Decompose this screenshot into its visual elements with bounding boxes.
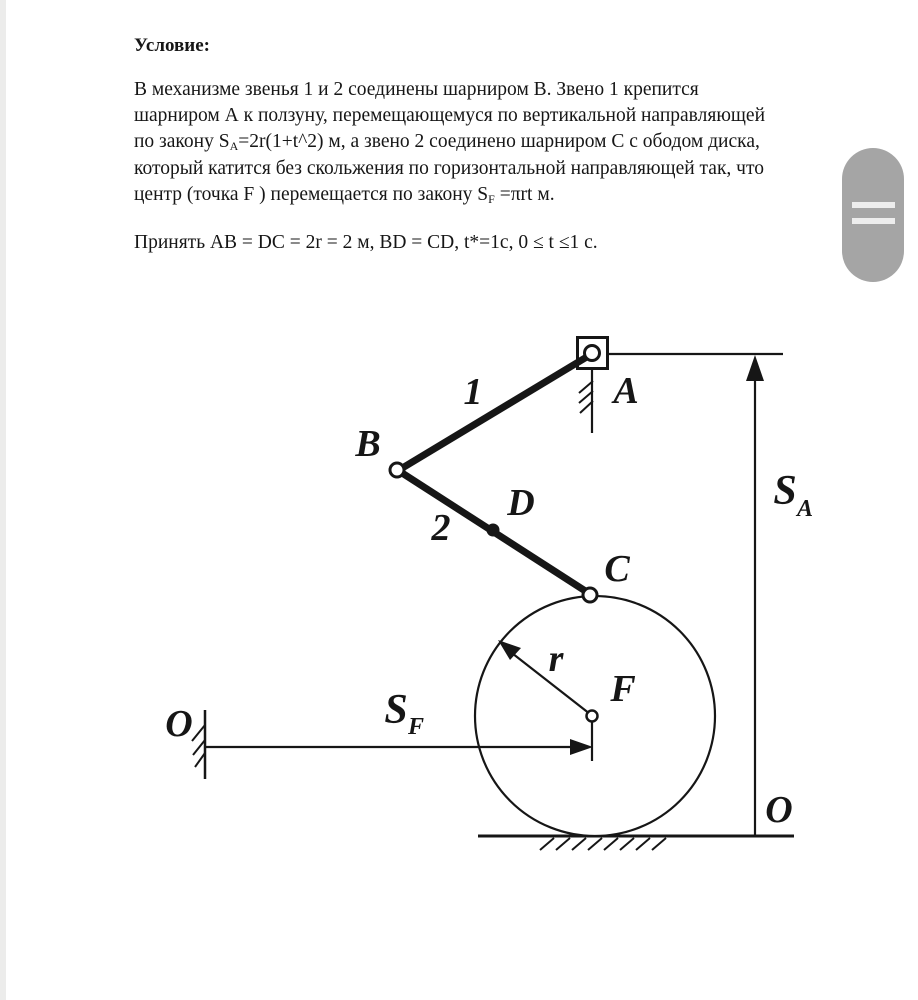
paragraph-line <box>134 156 860 182</box>
joint-c-pin <box>583 588 597 602</box>
subscript-f: F <box>488 192 495 206</box>
text-run: шарниром А к ползуну, перемещающемуся по вертикальной направляющей <box>134 105 765 126</box>
ground-hatch <box>588 838 602 850</box>
joint-b-pin <box>390 463 404 477</box>
center-f-pin <box>587 711 598 722</box>
paragraph-line <box>134 103 860 129</box>
label-origin-left: O <box>165 703 193 745</box>
subscript-a: А <box>229 139 239 153</box>
link-1-bar <box>399 355 590 470</box>
text-run: =πrt м. <box>494 184 555 205</box>
menu-icon-line-2 <box>852 218 895 224</box>
ground-hatch <box>620 838 634 850</box>
ground-hatch <box>556 838 570 850</box>
label-sf-main: S <box>384 687 408 733</box>
condition-title: Условие: <box>134 35 210 56</box>
support-hatch <box>193 740 205 755</box>
joint-a-pin <box>585 346 600 361</box>
label-origin-right: O <box>765 789 793 831</box>
text-run: который катится без скольжения по горизонтальной направляющей так, что <box>134 158 764 179</box>
label-sa-sub: A <box>796 496 814 522</box>
support-hatch <box>195 753 205 767</box>
menu-icon-line-1 <box>852 202 895 208</box>
ground-hatch <box>652 838 666 850</box>
text-run: Принять AB = DC = 2r = 2 м, BD = CD, t*=1с, 0 ≤ t ≤1 с. <box>134 232 598 253</box>
label-radius-r: r <box>548 638 564 680</box>
paragraph-line <box>134 182 860 209</box>
text-run: В механизме звенья 1 и 2 соединены шарниром В. Звено 1 крепится <box>134 79 699 100</box>
paragraph-line <box>134 77 860 103</box>
assumptions-line <box>134 230 860 256</box>
ground-hatch <box>540 838 554 850</box>
label-link-2: 2 <box>431 507 451 549</box>
label-point-d: D <box>507 482 535 524</box>
point-d-dot <box>487 524 500 537</box>
label-sa-main: S <box>773 468 797 514</box>
condition-paragraph <box>134 77 860 209</box>
label-center-f: F <box>610 668 636 710</box>
floating-menu-button[interactable] <box>842 148 904 282</box>
ground-hatch <box>636 838 650 850</box>
text-run: по закону S <box>134 131 230 152</box>
label-sf-sub: F <box>407 714 425 740</box>
ground-hatch <box>572 838 586 850</box>
page-left-edge-strip <box>0 0 6 1000</box>
label-joint-c: C <box>604 548 630 590</box>
paragraph-line <box>134 129 860 156</box>
label-joint-a: A <box>613 370 639 412</box>
ground-hatch <box>604 838 618 850</box>
text-run: центр (точка F ) перемещается по закону S <box>134 184 489 205</box>
mechanism-diagram <box>160 330 820 860</box>
condition-block <box>134 34 860 256</box>
sa-arrow-up-icon <box>746 355 764 381</box>
support-hatch <box>192 725 205 741</box>
label-link-1: 1 <box>463 371 483 413</box>
label-joint-b: B <box>355 423 381 465</box>
text-run: =2r(1+t^2) м, а звено 2 соединено шарниром С с ободом диска, <box>238 131 760 152</box>
